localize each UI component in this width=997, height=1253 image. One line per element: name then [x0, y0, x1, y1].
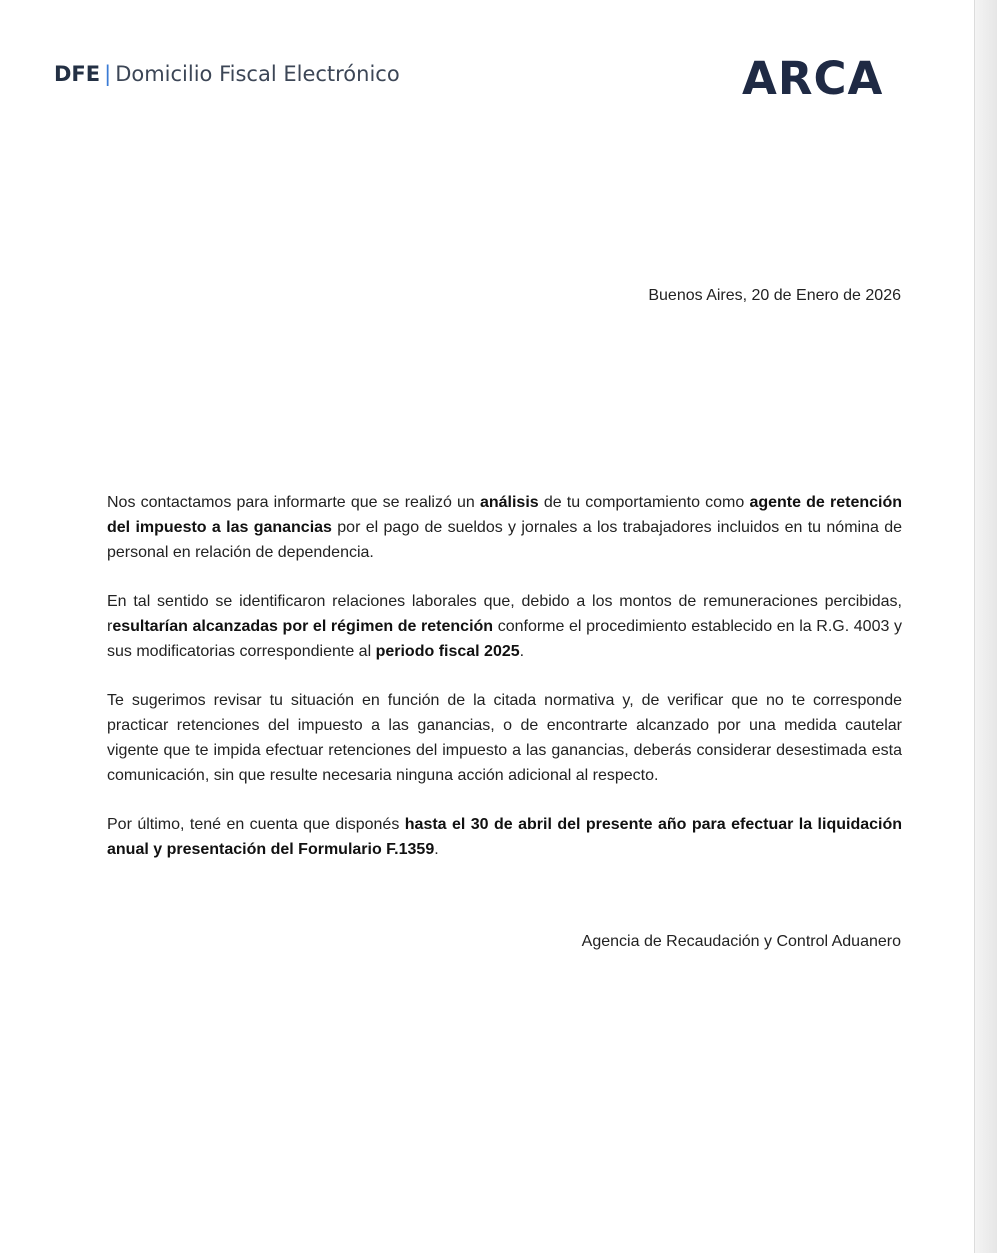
p1-bold-b: análisis [479, 494, 539, 511]
p1-text-a: Nos contactamos para informarte que se realizó un [107, 494, 480, 511]
letter-body [107, 490, 902, 886]
paragraph-3 [107, 688, 902, 788]
p2-text-e: . [519, 643, 525, 660]
p2-text-c: conforme el procedimiento establecido en la R.G. 4003 y sus modificatorias correspondiente al [107, 618, 902, 660]
paragraph-2 [107, 589, 902, 664]
p2-text-a: En tal sentido se identificaron relaciones laborales que, debido a los montos de remuneraciones percibidas, r [107, 593, 902, 635]
paragraph-1 [107, 490, 902, 565]
paragraph-4 [107, 812, 902, 862]
arca-logo: ARCA [742, 52, 884, 105]
p2-bold-d: periodo fiscal 2025 [375, 643, 520, 660]
letter-signature: Agencia de Recaudación y Control Aduanero [581, 933, 901, 950]
header-title: Domicilio Fiscal Electrónico [115, 62, 400, 86]
p1-text-e: por el pago de sueldos y jornales a los trabajadores incluidos en tu nómina de personal en relación de dependencia. [107, 519, 902, 561]
letter-date: Buenos Aires, 20 de Enero de 2026 [648, 287, 901, 304]
header-separator: | [104, 62, 112, 86]
p1-text-c: de tu comportamiento como [538, 494, 750, 511]
p3-text-a: Te sugerimos revisar tu situación en función de la citada normativa y, de verificar que no te corresponde practicar retenciones del impuesto a las ganancias, o de encontrarte alcanzado por una medida cautelar vigente que te impida efectuar retenciones del impuesto a las ganancias, deberás considerar desestimada esta comunicación, sin que resulte necesaria ninguna acción adicional al respecto. [107, 692, 902, 784]
p4-bold-b: hasta el 30 de abril del presente año para efectuar la liquidación anual y presentación del Formulario F.1359 [107, 816, 903, 858]
page-edge [974, 0, 997, 1253]
p4-text-a: Por último, tené en cuenta que disponés [107, 816, 405, 833]
dfe-label: DFE [54, 62, 101, 86]
p2-bold-b: esultarían alcanzadas por el régimen de retención [112, 618, 494, 635]
p1-bold-d: agente de retención del impuesto a las ganancias [107, 494, 903, 536]
p4-text-c: . [434, 841, 439, 858]
letter-header [54, 62, 400, 86]
